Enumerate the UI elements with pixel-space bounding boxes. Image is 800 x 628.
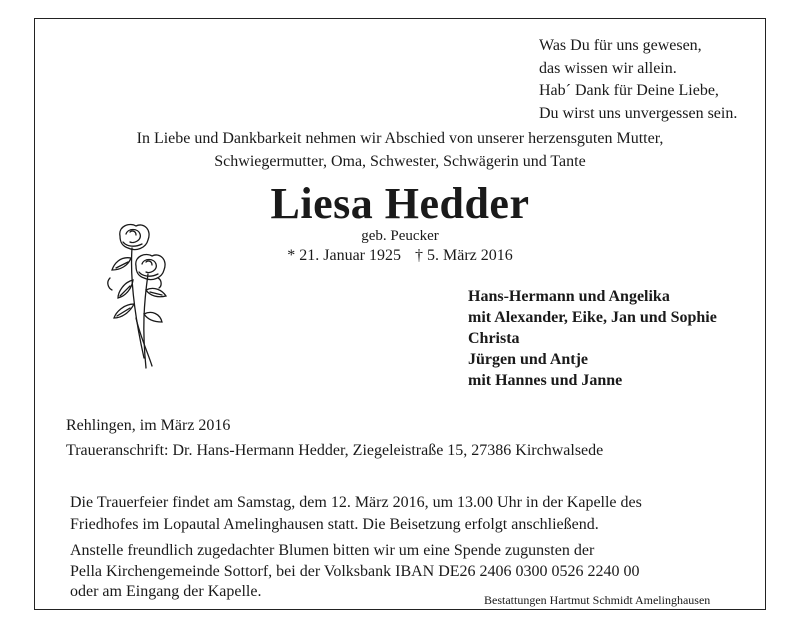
undertaker-credit: Bestattungen Hartmut Schmidt Amelinghausen (484, 593, 711, 607)
donation-line: oder am Eingang der Kapelle. (70, 583, 262, 600)
family-member: Hans-Hermann und Angelika (468, 288, 670, 305)
family-member: Jürgen und Antje (468, 351, 589, 368)
intro-line: In Liebe und Dankbarkeit nehmen wir Abschied von unserer herzensguten Mutter, (136, 130, 664, 147)
poem (539, 35, 737, 125)
poem-line: das wissen wir allein. (539, 59, 677, 77)
mourning-address: Traueranschrift: Dr. Hans-Hermann Hedder, Ziegeleistraße 15, 27386 Kirchwalsede (66, 442, 604, 459)
place-date: Rehlingen, im März 2016 (66, 417, 231, 434)
death-date: † 5. März 2016 (415, 247, 513, 264)
poem-line: Was Du für uns gewesen, (539, 37, 702, 54)
deceased-name: Liesa Hedder (270, 179, 530, 228)
donation-line: Anstelle freundlich zugedachter Blumen bitten wir um eine Spende zugunsten der (70, 542, 595, 559)
family-member: Christa (468, 330, 520, 347)
ceremony-line: Die Trauerfeier findet am Samstag, dem 12. März 2016, um 13.00 Uhr in der Kapelle des (70, 494, 642, 511)
family-member: mit Alexander, Eike, Jan und Sophie (468, 309, 717, 326)
donation-line: Pella Kirchengemeinde Sottorf, bei der Volksbank IBAN DE26 2406 0300 0526 2240 00 (70, 562, 640, 580)
family-member: mit Hannes und Janne (468, 372, 623, 389)
birth-date: * 21. Januar 1925 (287, 247, 401, 264)
birth-name: geb. Peucker (361, 228, 439, 244)
intro-line: Schwiegermutter, Oma, Schwester, Schwägerin und Tante (214, 153, 586, 170)
rose-icon (96, 218, 176, 378)
ceremony-line: Friedhofes im Lopautal Amelinghausen statt. Die Beisetzung erfolgt anschließend. (70, 515, 599, 533)
poem-line: Hab´ Dank für Deine Liebe, (539, 82, 719, 99)
ceremony-text (70, 492, 642, 535)
family-list (468, 286, 717, 391)
intro-text (0, 127, 800, 173)
poem-line: Du wirst uns unvergessen sein. (539, 104, 738, 122)
